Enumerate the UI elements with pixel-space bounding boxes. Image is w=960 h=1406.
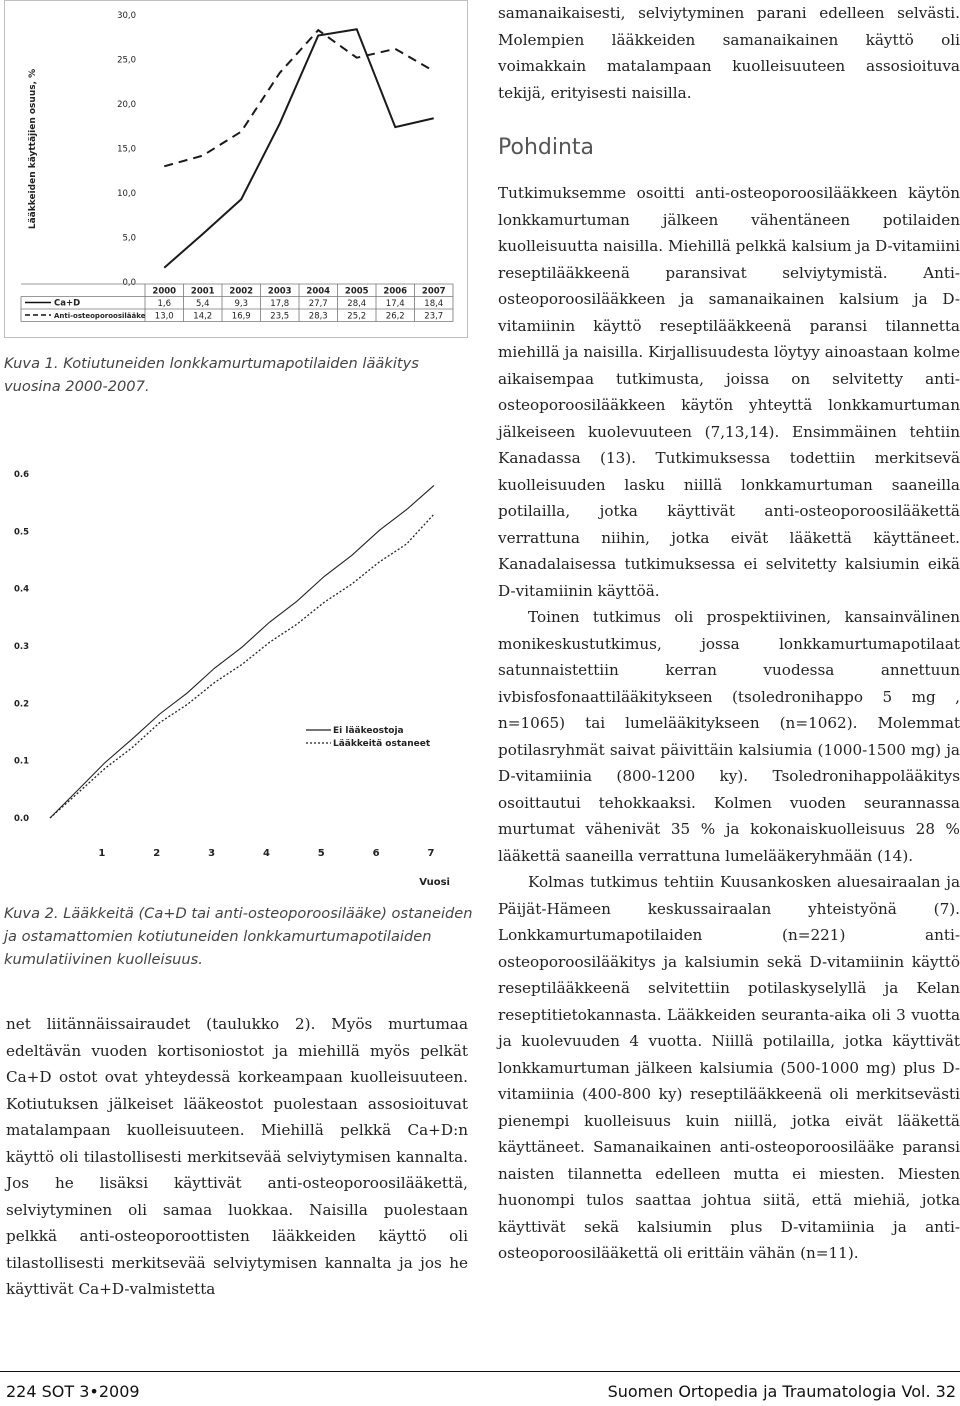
y-tick-label: 0.4 [14,584,30,595]
x-tick-label: 6 [372,848,380,859]
x-tick-label: 2006 [383,286,408,297]
series-line-purchased [50,514,434,818]
x-tick-label: 2005 [344,286,369,297]
data-label: 17,8 [270,299,290,309]
y-tick-label: 0.1 [14,756,30,767]
data-label: 5,4 [195,299,210,309]
x-tick-label: 3 [208,848,216,859]
data-label: 16,9 [231,311,251,322]
page-footer-journal: Suomen Ortopedia ja Traumatologia Vol. 32 [607,1382,956,1401]
page-footer-issue: 224 SOT 3•2009 [6,1382,140,1401]
x-tick-label: 2 [153,848,161,859]
paragraph: Kolmas tutkimus tehtiin Kuusankosken aluesairaalan ja Päijät-Hämeen keskussairaalan yhteistyönä (7). Lonkkamurtumapotilaiden (n=221) anti-osteoporoosilääkitys ja kalsiumin sekä D-vitamiinin käyttö reseptilääkkeenä selvitettiin potilaskyselyllä ja Kelan reseptitietokannasta. Lääkkeiden seuranta-aika oli 3 vuotta ja kuolevuuden 4 vuotta. Niillä potilailla, jotka käyttivät lonkkamurtuman jälkeen kalsiumia (500-1000 mg) plus D-vitamiinia (400-800 ky) reseptilääkkeenä oli merkitsevästi pienempi kuolleisuus kuin niillä, jotka eivät lääkettä käyttäneet. Samanaikainen anti-osteoporoosilääke paransi naisten tilannetta edelleen mutta ei miesten. Miesten huonompi tulos saattaa johtua siitä, että miehiä, jotka käyttivät sekä kalsiumin plus D-vitamiinia ja anti-osteoporoosilääkettä oli erittäin vähän (n=11). [498,873,960,1262]
medication-use-chart [5,1,467,337]
x-tick-label: 4 [262,848,270,859]
cumulative-mortality-chart [4,455,466,895]
data-label: 18,4 [424,299,444,309]
data-label: 1,6 [157,299,172,309]
data-label: 23,5 [270,311,290,322]
data-label: 28,3 [308,311,328,322]
legend-label: Ei lääkeostoja [333,726,404,736]
x-tick-label: 5 [317,848,325,859]
data-label: 17,4 [385,299,405,309]
x-tick-label: 2001 [190,286,215,297]
figure-1-chart [4,0,468,338]
series-line-no-purchases [50,485,434,818]
paragraph: net liitännäissairaudet (taulukko 2). Myös murtumaa edeltävän vuoden kortisoniostot ja miehillä myös pelkät Ca+D ostot ovat yhteydessä korkeampaan kuolleisuuteen. Kotiutuksen jälkeiset lääkeostot puolestaan assosioituvat matalampaan kuolleisuuteen. Miehillä pelkkä Ca+D:n käyttö oli tilastollisesti merkitsevää selviytymisen kannalta. Jos he lisäksi käyttivät anti-osteoporoosilääkettä, selviytyminen oli samaa luokkaa. Naisilla puolestaan pelkkä anti-osteoporoottisten lääkkeiden käyttö oli tilastollisesti merkitsevää selviytymisen kannalta ja jos he käyttivät Ca+D-valmistetta [6,1015,468,1298]
x-tick-label: 2002 [229,286,254,297]
y-tick-label: 0.0 [14,814,30,824]
y-tick-label: 10,0 [117,189,136,199]
data-label: 23,7 [424,311,444,322]
data-label: 13,0 [154,311,174,322]
legend-label: Anti-osteoporoosilääke [54,312,146,320]
footer-rule [0,1371,960,1372]
legend-label: Lääkkeitä ostaneet [333,739,431,749]
y-tick-label: 15,0 [117,144,136,155]
y-tick-label: 0,0 [122,278,136,288]
x-tick-label: 2003 [267,286,292,297]
series-line-anti-osteoporosis [164,30,434,166]
y-axis-label: Lääkkeiden käyttäjien osuus, % [28,68,38,230]
data-label: 25,2 [347,311,367,322]
x-tick-label: 2000 [152,286,177,297]
data-table [21,284,453,322]
x-tick-label: 2007 [421,286,446,297]
data-label: 9,3 [234,299,249,309]
x-axis-label: Vuosi [419,877,450,888]
y-tick-label: 0.5 [14,527,30,538]
paragraph: Tutkimuksemme osoitti anti-osteoporoosilääkkeen käytön lonkkamurtuman jälkeen vähentäneen potilaiden kuolleisuutta naisilla. Miehillä pelkkä kalsium ja D-vitamiini reseptilääkkeenä paransivat selviytymistä. Anti-osteoporoosilääkkeen ja samanaikainen kalsium ja D-vitamiinin käyttö reseptilääkkeenä paransi tilannetta miehillä ja naisilla. Kirjallisuudesta löytyy ainoastaan kolme aikaisempaa tutkimusta, joissa on selvitetty anti-osteoporoosilääkkeen käytön yhteyttä lonkkamurtuman jälkeiseen kuolevuuteen (7,13,14). Ensimmäinen tehtiin Kanadassa (13). Tutkimuksessa todettiin merkitsevä kuolleisuuden lasku niillä lonkkamurtuman saaneilla potilailla, jotka käyttivät anti-osteoporoosilääkettä verrattuna niihin, jotka eivät lääkettä käyttäneet. Kanadalaisessa tutkimuksessa ei selvitetty kalsiumin eikä D-vitamiinin käyttöä. [498,184,960,600]
x-tick-label: 2004 [306,286,331,297]
data-label: 26,2 [385,311,405,322]
figure-2-caption: Kuva 2. Lääkkeitä (Ca+D tai anti-osteoporoosilääke) ostaneiden ja ostamattomien kotiutuneiden lonkkamurtumapotilaiden kumulatiivinen kuolleisuus. [4,905,473,968]
y-tick-label: 30,0 [117,11,136,21]
data-label: 14,2 [193,311,213,322]
data-label: 27,7 [308,299,328,309]
right-text-column [498,0,960,1267]
y-tick-label: 0.2 [14,699,30,710]
figure-1-caption: Kuva 1. Kotiutuneiden lonkkamurtumapotilaiden lääkitys vuosina 2000-2007. [4,355,419,395]
figure-2-chart [4,455,466,895]
legend-label: Ca+D [54,298,81,309]
section-heading: Pohdinta [498,135,595,160]
y-tick-label: 25,0 [117,55,136,66]
left-text-column [6,1011,468,1303]
paragraph: samanaikaisesti, selviytyminen parani edelleen selvästi. Molempien lääkkeiden samanaikainen käyttö oli voimakkain matalampaan kuolleisuuteen assosioituva tekijä, erityisesti naisilla. [498,4,960,102]
data-label: 28,4 [347,299,367,309]
x-tick-label: 7 [427,848,435,859]
paragraph: Toinen tutkimus oli prospektiivinen, kansainvälinen monikeskustutkimus, jossa lonkkamurtumapotilaat satunnaistettiin kerran vuodessa annettuun ivbisfosfonaattilääkitykseen (tsoledronihappo 5 mg , n=1065) tai lumelääkitykseen (n=1062). Molemmat potilasryhmät saivat päivittäin kalsiumia (1000-1500 mg) ja D-vitamiinia (800-1200 ky). Tsoledronihappolääkitys osoittautui tehokkaaksi. Kolmen vuoden seurannassa murtumat vähenivät 35 % ja kokonaiskuolleisuus 28 % lääkettä saaneilla verrattuna lumelääkeryhmään (14). [498,608,960,865]
y-tick-label: 5,0 [122,233,136,244]
x-tick-label: 1 [98,848,106,859]
series-line-ca-d [164,29,434,268]
y-tick-label: 20,0 [117,100,136,110]
y-tick-label: 0.6 [14,470,30,480]
y-tick-label: 0.3 [14,642,30,652]
